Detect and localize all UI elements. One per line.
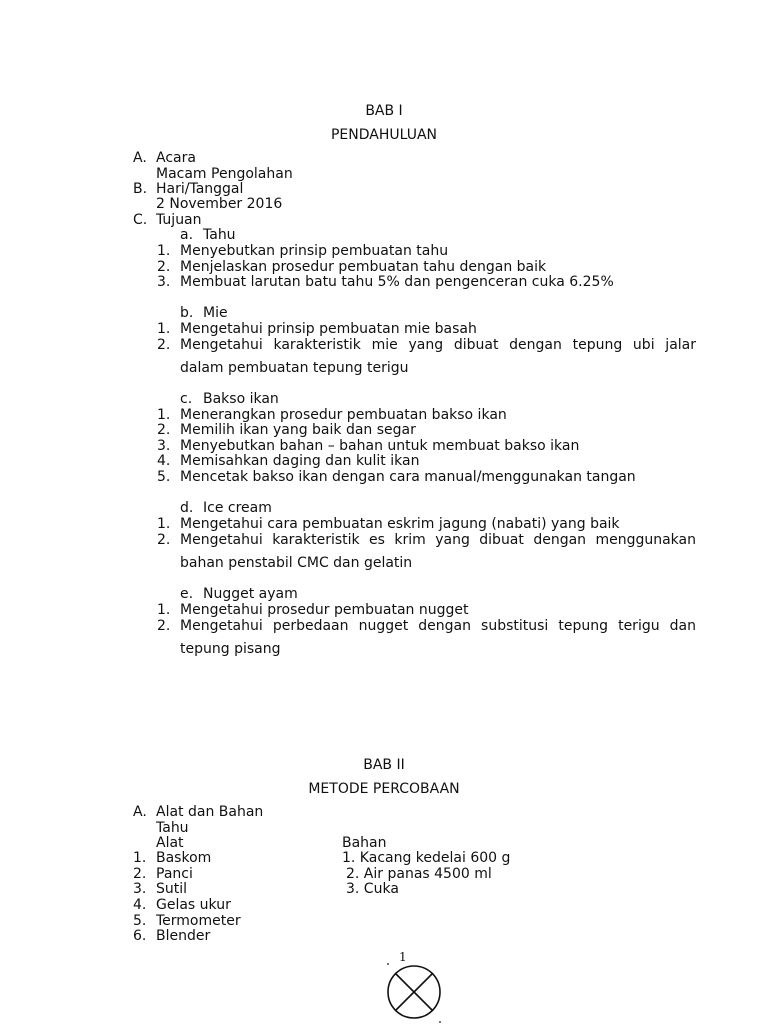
tahu-label: Tahu xyxy=(203,227,236,243)
list-number: 2. xyxy=(157,259,171,275)
list-item-continuation: dalam pembuatan tepung terigu xyxy=(180,360,409,376)
tujuan-label: Tujuan xyxy=(156,212,202,228)
bab1-title: BAB I xyxy=(365,103,403,119)
bab2-title: BAB II xyxy=(363,757,405,773)
diagram-label: 1 xyxy=(399,950,407,964)
bakso-letter: c. xyxy=(180,391,193,407)
list-item: Menyebutkan prinsip pembuatan tahu xyxy=(180,243,449,259)
hari-letter: B. xyxy=(133,181,148,197)
alat-bahan-label: Alat dan Bahan xyxy=(156,804,264,820)
tahu-subheading: Tahu xyxy=(156,820,189,836)
bakso-label: Bakso ikan xyxy=(203,391,279,407)
list-item-continuation: bahan penstabil CMC dan gelatin xyxy=(180,555,413,571)
dot-mark xyxy=(387,963,389,965)
list-item: Memilih ikan yang baik dan segar xyxy=(180,422,416,438)
list-number: 3. xyxy=(157,438,171,454)
list-item: Menyebutkan bahan – bahan untuk membuat bakso ikan xyxy=(180,438,580,454)
mie-label: Mie xyxy=(203,305,228,321)
bab1-subtitle: PENDAHULUAN xyxy=(330,127,438,143)
list-number: 1. xyxy=(157,321,171,337)
list-number: 1. xyxy=(133,850,147,866)
nugget-letter: e. xyxy=(180,586,194,602)
alat-item: Sutil xyxy=(156,881,188,897)
list-item: Menjelaskan prosedur pembuatan tahu dengan baik xyxy=(180,259,547,275)
list-item-continuation: tepung pisang xyxy=(180,641,281,657)
list-item: Mengetahui prinsip pembuatan mie basah xyxy=(180,321,477,337)
alat-item: Panci xyxy=(156,866,193,882)
list-number: 1. xyxy=(157,602,171,618)
alat-item: Blender xyxy=(156,928,211,944)
tahu-letter: a. xyxy=(180,227,194,243)
bab2-subtitle: METODE PERCOBAAN xyxy=(308,781,460,797)
list-item: Mengetahui prosedur pembuatan nugget xyxy=(180,602,469,618)
alat-item: Termometer xyxy=(156,913,241,929)
acara-letter: A. xyxy=(133,150,147,166)
list-item: Mengetahui karakteristik es krim yang dibuat dengan menggunakan xyxy=(180,532,696,548)
list-number: 3. xyxy=(133,881,147,897)
icecream-letter: d. xyxy=(180,500,194,516)
list-number: 1. xyxy=(157,243,171,259)
list-number: 6. xyxy=(133,928,147,944)
list-number: 3. xyxy=(157,274,171,290)
list-number: 2. xyxy=(157,618,171,634)
list-number: 2. xyxy=(157,337,171,353)
hari-value: 2 November 2016 xyxy=(156,196,283,212)
list-item: Mengetahui cara pembuatan eskrim jagung (nabati) yang baik xyxy=(180,516,620,532)
alat-item: Gelas ukur xyxy=(156,897,231,913)
list-item: Menerangkan prosedur pembuatan bakso ikan xyxy=(180,407,507,423)
alat-bahan-letter: A. xyxy=(133,804,147,820)
mie-letter: b. xyxy=(180,305,194,321)
list-number: 1. xyxy=(157,407,171,423)
list-item: Mengetahui perbedaan nugget dengan substitusi tepung terigu dan xyxy=(180,618,696,634)
list-number: 2. xyxy=(157,532,171,548)
bahan-item: 1. Kacang kedelai 600 g xyxy=(342,850,511,866)
acara-value: Macam Pengolahan xyxy=(156,166,293,182)
hari-label: Hari/Tanggal xyxy=(156,181,244,197)
list-item: Mengetahui karakteristik mie yang dibuat dengan tepung ubi jalar xyxy=(180,337,696,353)
tujuan-letter: C. xyxy=(133,212,148,228)
list-number: 2. xyxy=(133,866,147,882)
stove-diagram xyxy=(380,946,450,1024)
dot-mark xyxy=(439,1021,441,1023)
alat-item: Baskom xyxy=(156,850,212,866)
list-number: 5. xyxy=(157,469,171,485)
list-number: 1. xyxy=(157,516,171,532)
list-number: 4. xyxy=(157,453,171,469)
list-item: Memisahkan daging dan kulit ikan xyxy=(180,453,420,469)
icecream-label: Ice cream xyxy=(203,500,272,516)
list-item: Mencetak bakso ikan dengan cara manual/menggunakan tangan xyxy=(180,469,636,485)
list-number: 2. xyxy=(157,422,171,438)
bahan-header: Bahan xyxy=(342,835,387,851)
acara-label: Acara xyxy=(156,150,196,166)
alat-header: Alat xyxy=(156,835,184,851)
bahan-item: 2. Air panas 4500 ml xyxy=(346,866,492,882)
list-item: Membuat larutan batu tahu 5% dan pengenceran cuka 6.25% xyxy=(180,274,614,290)
bahan-item: 3. Cuka xyxy=(346,881,399,897)
list-number: 5. xyxy=(133,913,147,929)
list-number: 4. xyxy=(133,897,147,913)
nugget-label: Nugget ayam xyxy=(203,586,298,602)
